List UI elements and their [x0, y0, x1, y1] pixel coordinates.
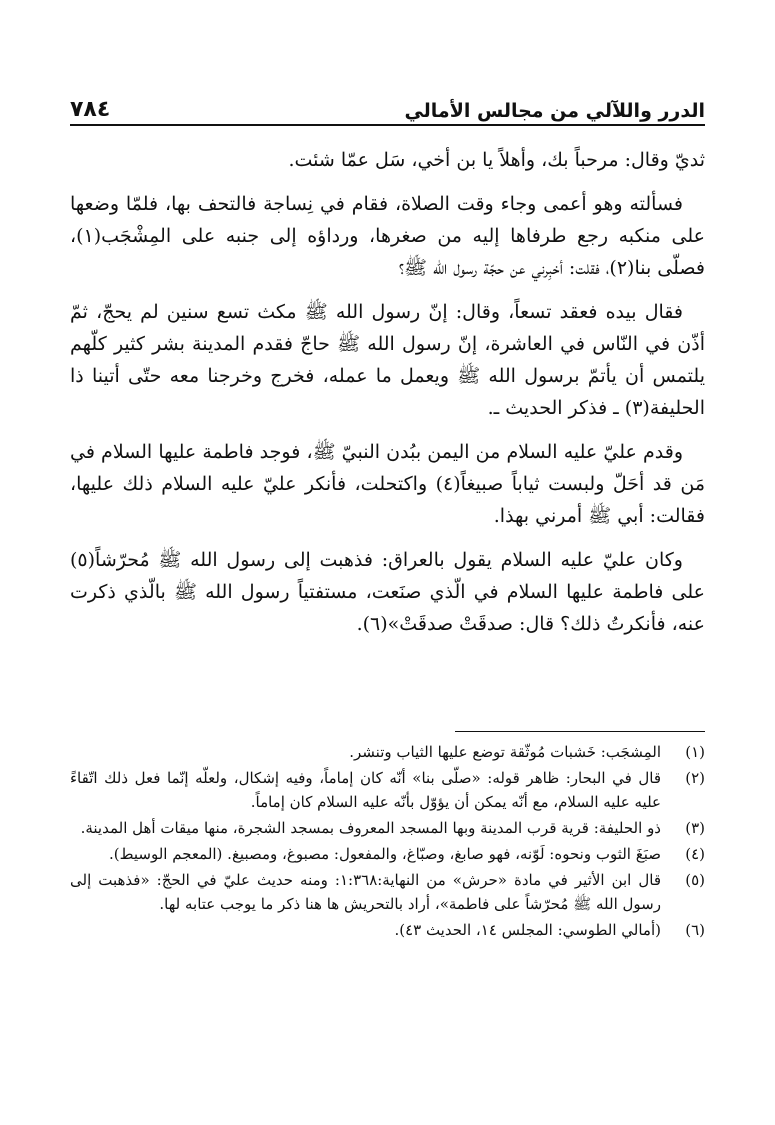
header-divider	[70, 124, 705, 126]
footnote-text: المِشجَب: خَشبات مُوثّقة توضع عليها الثياب وتنشر.	[349, 743, 661, 761]
footnote-number: (٤)	[685, 845, 705, 863]
footnote-text: صبَغَ الثوب ونحوه: لَوّنه، فهو صابغ، وصبّاغ، والمفعول: مصبوغ، ومصبيغ. (المعجم الوسيط).	[109, 845, 661, 863]
paragraph: وكان عليّ عليه السلام يقول بالعراق: فذهبت إلى رسول الله ﷺ مُحرّشاً(٥) على فاطمة عليها السلام في الّذي صنَعت، مستفتياً رسول الله ﷺ بالّذي ذكرت عنه، فأنكرتُ ذلك؟ قال: صدقَتْ صدقَتْ»(٦).	[70, 549, 705, 635]
footnote-number: (٦)	[685, 921, 705, 939]
footnote-text: ذو الحليفة: قرية قرب المدينة وبها المسجد المعروف بمسجد الشجرة، منها ميقات أهل المدينة.	[80, 819, 661, 837]
paragraph: ثديّ وقال: مرحباً بك، وأهلاً يا بن أخي، سَل عمّا شئت.	[288, 149, 705, 171]
footnote	[70, 740, 705, 764]
footnote-text: قال في البحار: ظاهر قوله: «صلّى بنا» أنّه كان إماماً، وفيه إشكال، ولعلّه إنّما فعل ذلك اتّقاءً عليه عليه السلام، مع أنّه يمكن أن يؤوّل بأنّه عليه السلام كان إماماً.	[70, 769, 661, 811]
running-title: الدرر واللآلي من مجالس الأمالي	[404, 100, 705, 122]
paragraph: فسألته وهو أعمى وجاء وقت الصلاة، فقام في نِساجة فالتحف بها، فلمّا وضعها على منكبه رجع طرفاها إليه من صغرها، ورداؤه إلى جنبه على المِشْجَب(١)، فصلّى بنا(٢)، فقلت: أخبِرني عن حجّة رسول الله ﷺ؟	[70, 193, 705, 279]
footnote-number: (٣)	[685, 819, 705, 837]
footnote	[70, 766, 705, 814]
footnote	[70, 816, 705, 840]
page-number: ٧٨٤	[70, 97, 111, 122]
footnote-text: (أمالي الطوسي: المجلس ١٤، الحديث ٤٣).	[394, 921, 661, 939]
footnote-number: (٢)	[685, 769, 705, 787]
footnote	[70, 842, 705, 866]
paragraph: فقال بيده فعقد تسعاً، وقال: إنّ رسول الله ﷺ مكث تسع سنين لم يحجّ، ثمّ أذّن في النّاس في العاشرة، إنّ رسول الله ﷺ حاجّ فقدم المدينة بشر كثير كلّهم يلتمس أن يأتمّ برسول الله ﷺ ويعمل ما عمله، فخرج وخرجنا معه حتّى أتينا ذا الحليفة(٣) ـ فذكر الحديث ـ.	[70, 301, 705, 419]
running-header	[70, 88, 705, 122]
footnote-text: قال ابن الأثير في مادة «حرش» من النهاية:١:٣٦٨: ومنه حديث عليّ في الحجّ: «فذهبت إلى رسول الله ﷺ مُحرّشاً على فاطمة»، أراد بالتحريش ها هنا ذكر ما يوجب عتابه لها.	[70, 871, 661, 913]
footnote-number: (٥)	[685, 871, 705, 889]
footnote-divider	[455, 731, 705, 732]
footnote	[70, 868, 705, 916]
footnotes	[70, 740, 705, 944]
footnote	[70, 918, 705, 942]
footnote-number: (١)	[685, 743, 705, 761]
paragraph: وقدم عليّ عليه السلام من اليمن ببُدن النبيّ ﷺ، فوجد فاطمة عليها السلام في مَن قد أحَلّ ولبست ثياباً صبيغاً(٤) واكتحلت، فأنكر عليّ عليه السلام ذلك عليها، فقالت: أبي ﷺ أمرني بهذا.	[70, 441, 705, 527]
main-text	[70, 144, 705, 652]
